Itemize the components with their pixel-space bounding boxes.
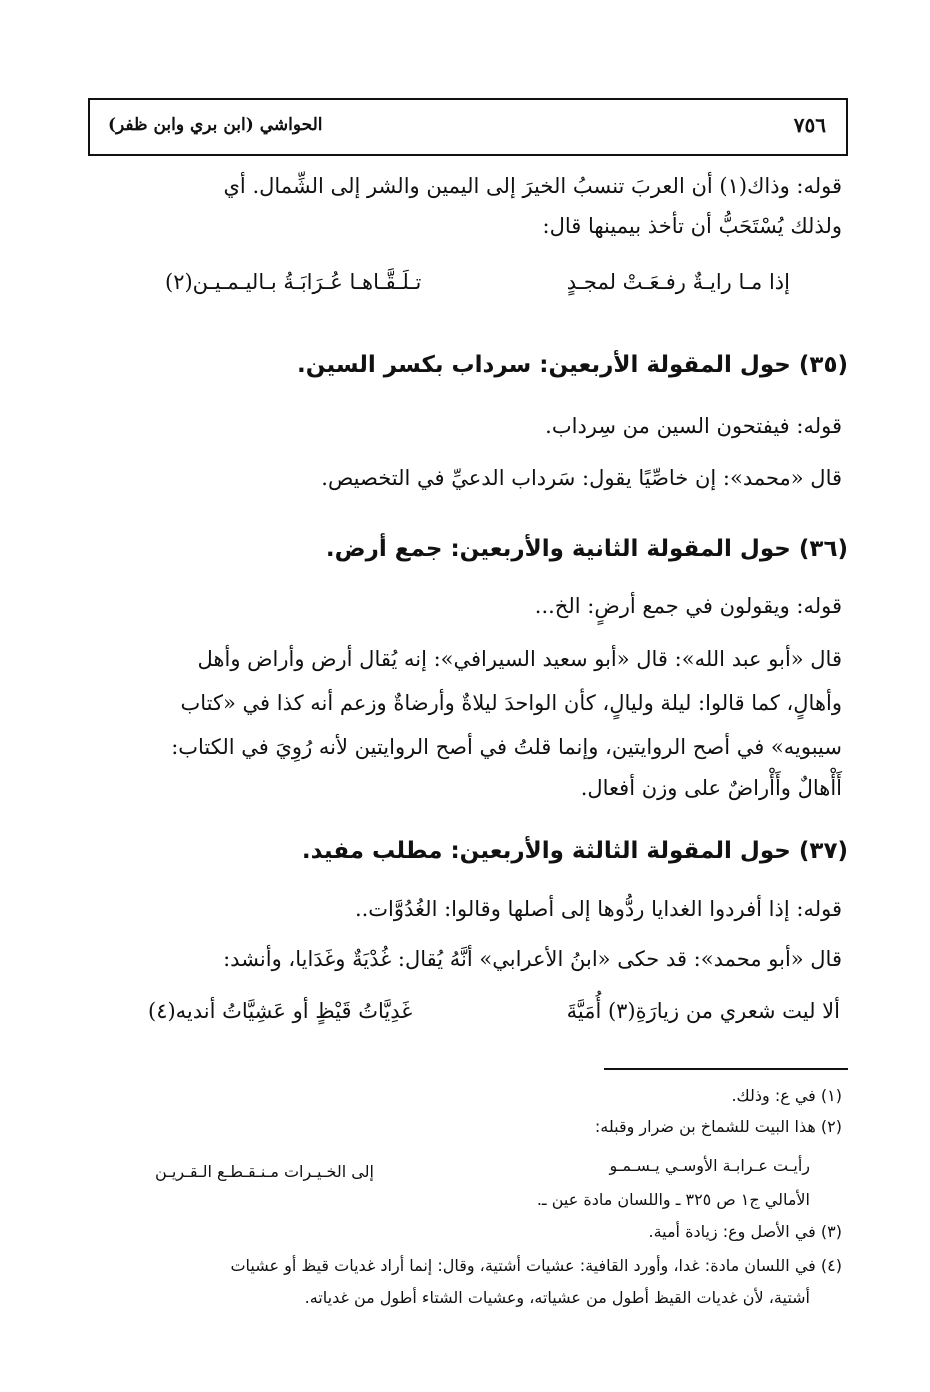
footnote-4-line-2: أشتية، لأن غديات القيظ أطول من عشياته، وعشيات الشتاء أطول من غدياته. [304, 1288, 810, 1307]
section-36-line-2: قال «أبو عبد الله»: قال «أبو سعيد السيرافي»: إنه يُقال أرض وأراض وأهل [197, 647, 842, 671]
footnote-3: (٣) في الأصل وع: زيادة أمية. [648, 1222, 842, 1241]
section-37-verse-hemistich-1: ألا ليت شعري من زيارَةِ(٣) أُمَيَّةَ [566, 999, 840, 1023]
section-36-line-5: أَأْهالٌ وأَأْراضٌ على وزن أفعال. [580, 776, 842, 800]
section-37-verse-hemistich-2: غَدِيَّاتُ قَيْظٍ أو عَشِيَّاتُ أنديه(٤) [148, 999, 413, 1023]
section-35-line-2: قال «محمد»: إن خاصِّيًا يقول: سَرداب الدعيِّ في التخصيص. [321, 466, 842, 490]
section-35-line-1: قوله: فيفتحون السين من سِرداب. [545, 414, 842, 438]
section-37-heading: (٣٧) حول المقولة الثالثة والأربعين: مطلب مفيد. [301, 838, 848, 864]
section-37-line-1: قوله: إذا أفردوا الغدايا ردُّوها إلى أصلها وقالوا: الغُدُوَّات.. [354, 897, 842, 921]
intro-line-2: ولذلك يُسْتَحَبُّ أن تأخذ بيمينها قال: [542, 214, 842, 238]
footnote-2-line-2: الأمالي ج١ ص ٣٢٥ ـ واللسان مادة عين ـ. [536, 1190, 810, 1209]
footnote-2-verse-hemistich-2: إلى الخـيـرات مـنـقـطـع الـقـريـن [155, 1162, 374, 1181]
section-36-line-1: قوله: ويقولون في جمع أرضٍ: الخ... [534, 594, 842, 618]
section-36-line-4: سيبويه» في أصح الروايتين، وإنما قلتُ في أصح الروايتين لأنه رُوِيَ في الكتاب: [171, 735, 842, 759]
footnote-separator [604, 1068, 848, 1070]
intro-verse-hemistich-1: إذا مـا رايـةٌ رفـعَـتْ لمجـدٍ [566, 270, 790, 294]
footnote-2-verse-hemistich-1: رأيـت عـرابـة الأوسـي يـسـمـو [609, 1156, 810, 1175]
running-head-title: الحواشي (ابن بري وابن ظفر) [108, 115, 323, 135]
footnote-1: (١) في ع: وذلك. [731, 1086, 842, 1105]
section-36-heading: (٣٦) حول المقولة الثانية والأربعين: جمع أرض. [325, 536, 848, 562]
page-number: ٧٥٦ [793, 113, 826, 137]
intro-verse-hemistich-2: تـلَـقَّـاهـا عُـرَابَـةُ بـاليـمـيـن(٢) [165, 270, 422, 294]
footnote-4-line-1: (٤) في اللسان مادة: غدا، وأورد القافية: عشيات أشتية، وقال: إنما أراد غديات قيظ أو عشيات [230, 1256, 842, 1275]
section-35-heading: (٣٥) حول المقولة الأربعين: سرداب بكسر السين. [297, 352, 848, 378]
intro-line-1: قوله: وذاك(١) أن العربَ تنسبُ الخيرَ إلى اليمين والشر إلى الشِّمال. أي [223, 174, 842, 198]
running-head [88, 98, 848, 156]
section-37-line-2: قال «أبو محمد»: قد حكى «ابنُ الأعرابي» أنَّهُ يُقال: غُدْيَةٌ وغَدَايا، وأنشد: [223, 947, 842, 971]
footnote-2-line-1: (٢) هذا البيت للشماخ بن ضرار وقبله: [594, 1117, 842, 1136]
section-36-line-3: وأهالٍ، كما قالوا: ليلة وليالٍ، كأن الواحدَ ليلاةٌ وأرضاةٌ وزعم أنه كذا في «كتاب [180, 691, 842, 715]
